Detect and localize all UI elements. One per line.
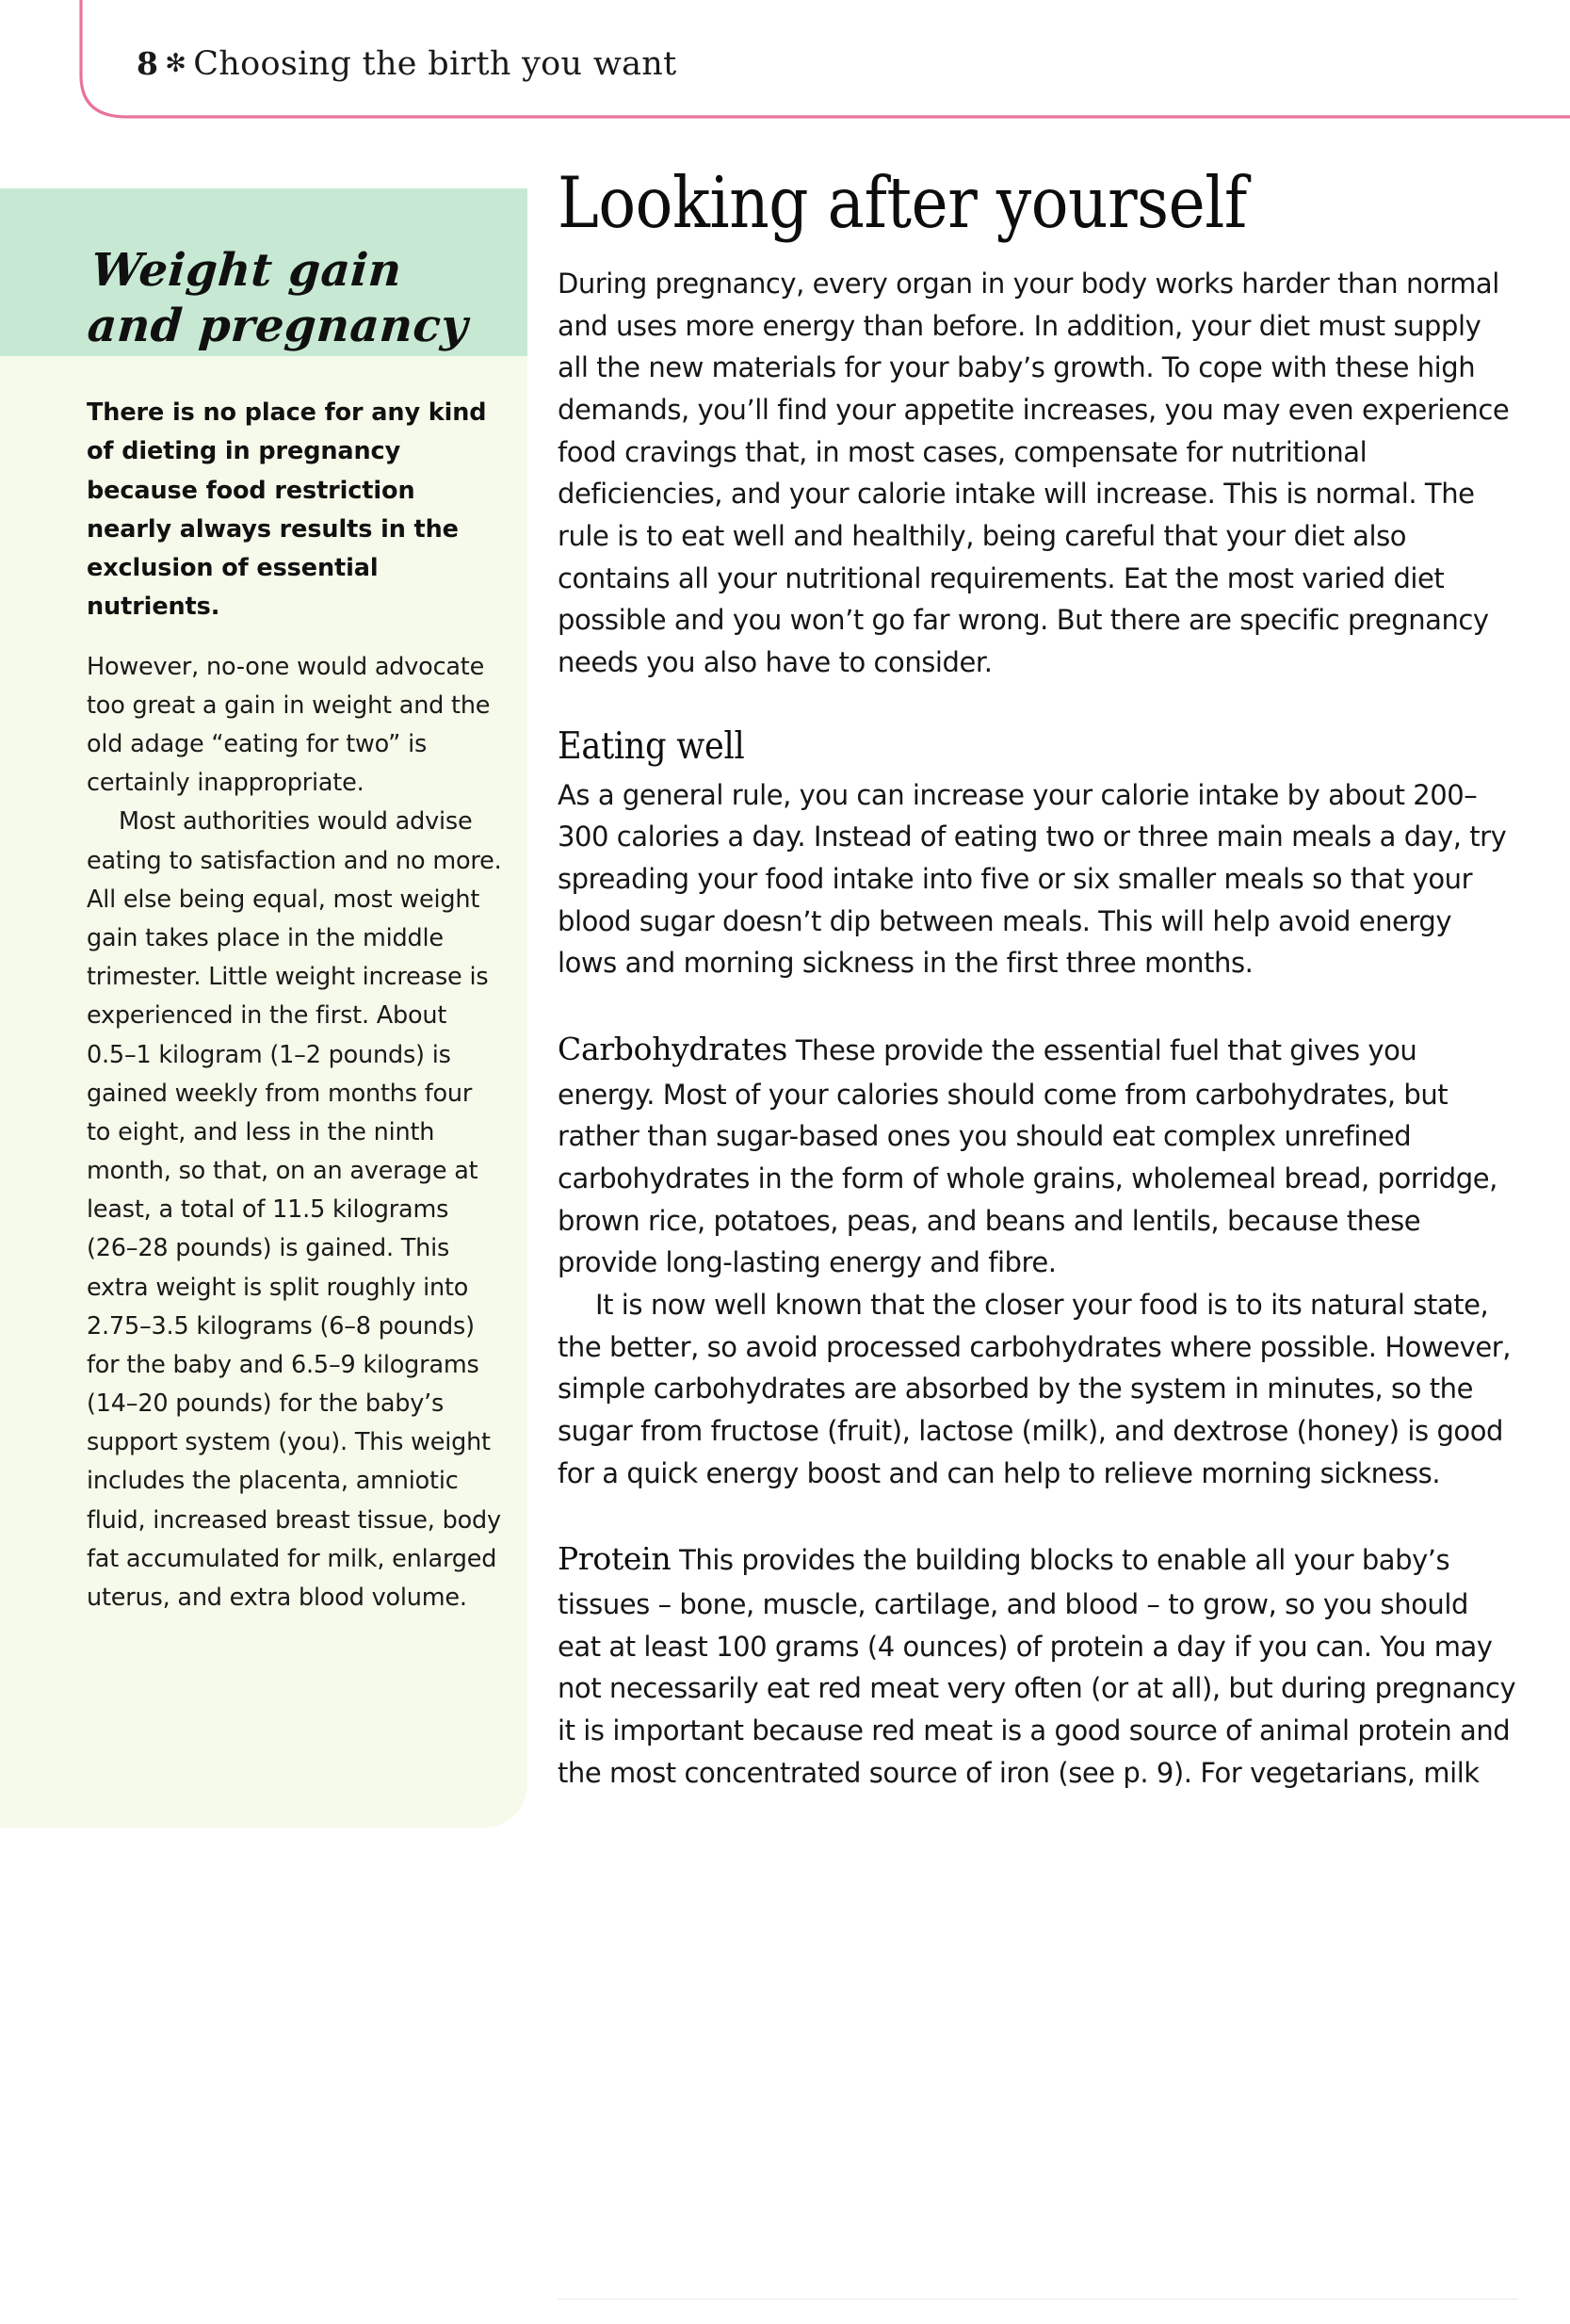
bottom-rule [558, 2299, 1518, 2300]
protein-body-text: This provides the building blocks to enable all your baby’s tissues – bone, muscle, cartilage, and blood – to grow, so you should eat at least 100 grams (4 ounces) of protein a day if you can. You may not necessarily eat red meat very often (or at all), but during pregnancy it is important because red meat is a good source of animal protein and the most concentrated source of iron (see p. 9). For vegetarians, milk [558, 1544, 1516, 1789]
running-head-text [137, 45, 676, 83]
protein-paragraph [558, 1536, 1518, 1794]
running-head-title: Choosing the birth you want [193, 45, 677, 83]
sidebar-title [86, 243, 517, 353]
runin-heading-carbohydrates: Carbohydrates [558, 1030, 787, 1067]
asterisk-ornament-icon: ✻ [165, 49, 187, 78]
carbohydrates-paragraph [558, 1026, 1518, 1284]
spacer [558, 1494, 1518, 1536]
carbohydrates-body-text: These provide the essential fuel that gives you energy. Most of your calories should come from carbohydrates, but rather than sugar-based ones you should eat complex unrefined carbohydrates in the form of whole grains, wholemeal bread, porridge, brown rice, potatoes, peas, and beans and lentils, because these provide long-lasting energy and fibre. [558, 1033, 1497, 1279]
sidebar-paragraph: Most authorities would advise eating to satisfaction and no more. All else being equal, most weight gain takes place in the middle trimester. Little weight increase is experienced in the first. About 0.5–1 kilogram (1–2 pounds) is gained weekly from months four to eight, and less in the ninth month, so that, on an average at least, a total of 11.5 kilograms (26–28 pounds) is gained. This extra weight is split roughly into 2.75–3.5 kilograms (6–8 pounds) for the baby and 6.5–9 kilograms (14–20 pounds) for the baby’s support system (you). This weight includes the placenta, amniotic fluid, increased breast tissue, body fat accumulated for milk, enlarged uterus, and extra blood volume. [87, 807, 502, 1612]
intro-paragraph: During pregnancy, every organ in your body works harder than normal and uses more energy than before. In addition, your diet must supply all the new materials for your baby’s growth. To cope with these high demands, you’ll find your appetite increases, you may even experience food cravings that, in most cases, compensate for nutritional deficiencies, and your calorie intake will increase. This is normal. The rule is to eat well and healthily, being careful that your diet also contains all your nutritional requirements. Eat the most varied diet possible and you won’t go far wrong. But there are specific pregnancy needs you also have to consider. [558, 268, 1510, 678]
page-number: 8 [137, 45, 159, 82]
spacer [558, 984, 1518, 1026]
sidebar-title-line-2: and pregnancy [86, 299, 470, 352]
carbohydrates-paragraph-2: It is now well known that the closer your food is to its natural state, the better, so avoid processed carbohydrates where possible. However, simple carbohydrates are absorbed by the system in minutes, so the sugar from fructose (fruit), lactose (milk), and dextrose (honey) is good for a quick energy boost and can help to relieve morning sickness. [558, 1288, 1511, 1489]
page-title: Looking after yourself [558, 161, 1247, 244]
section-intro-paragraph: As a general rule, you can increase your calorie intake by about 200–300 calories a day. Instead of eating two or three main meals a day, try spreading your food intake into five or six smaller meals so that your blood sugar doesn’t dip between meals. This will help avoid energy lows and morning sickness in the first three months. [558, 778, 1507, 980]
sidebar-paragraph: However, no-one would advocate too great a gain in weight and the old adage “eating for two” is certainly inappropriate. [87, 652, 491, 798]
main-column [558, 161, 1518, 1794]
sidebar-body [87, 394, 503, 1617]
running-head [0, 0, 1570, 122]
section-heading-eating-well: Eating well [558, 724, 745, 768]
spacer [558, 684, 1518, 725]
runin-heading-protein: Protein [558, 1540, 672, 1578]
sidebar-lead-paragraph: There is no place for any kind of dieting in pregnancy because food restriction nearly always results in the exclusion of essential nutrients. [87, 398, 487, 622]
sidebar-title-line-1: Weight gain [89, 243, 404, 297]
sidebar-panel [0, 188, 527, 1828]
